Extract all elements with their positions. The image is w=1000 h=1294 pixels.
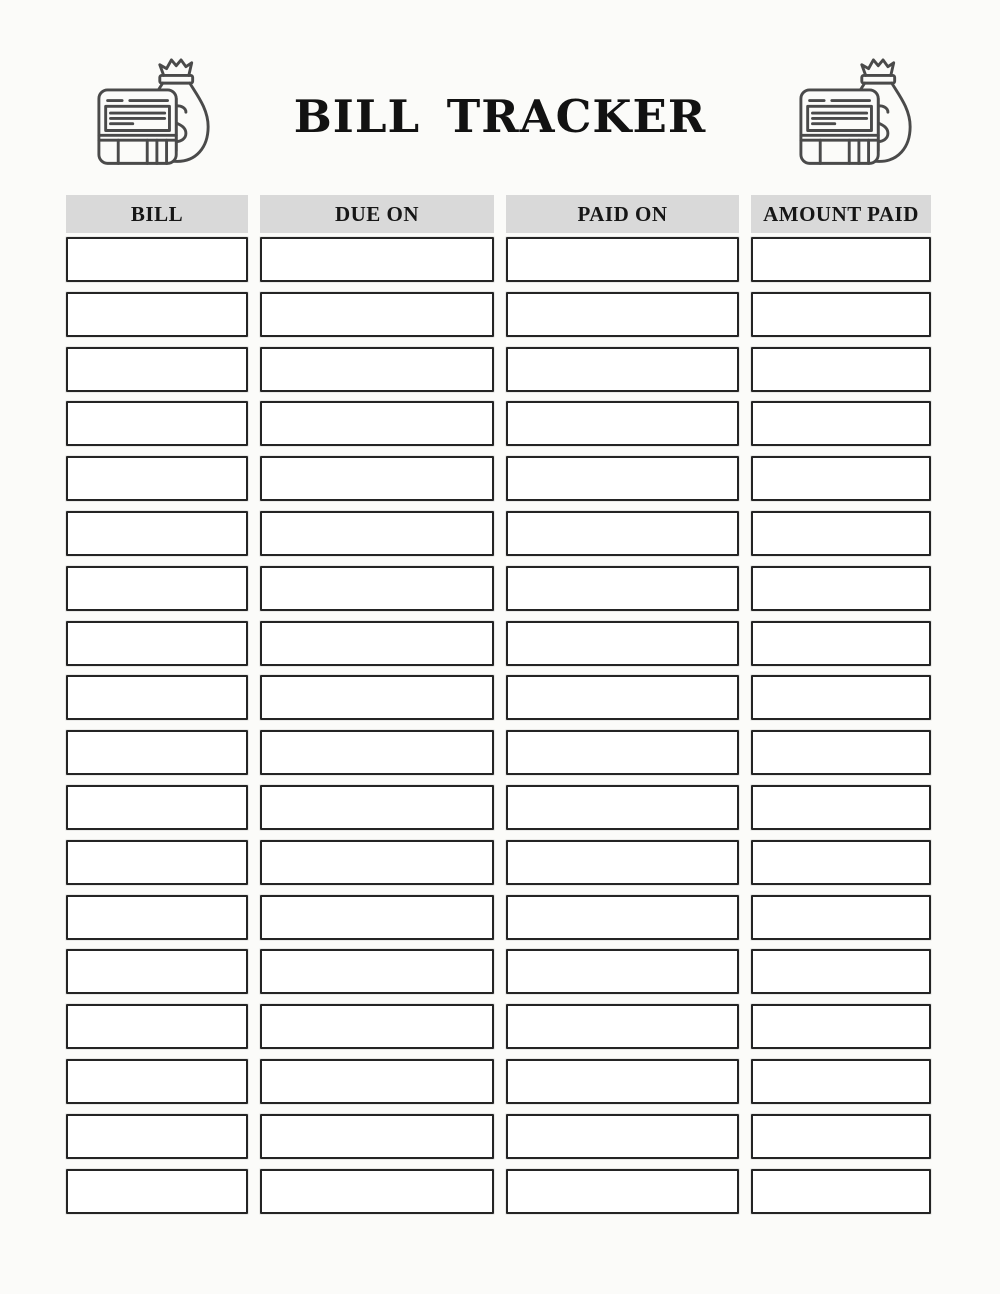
row-17-amount_paid-field[interactable] <box>751 1114 931 1159</box>
row-17-paid_on-field[interactable] <box>506 1114 739 1159</box>
row-2-due_on-field[interactable] <box>260 292 494 337</box>
row-8-amount_paid-field[interactable] <box>751 621 931 666</box>
row-18-due_on-field[interactable] <box>260 1169 494 1214</box>
row-16-amount_paid-field[interactable] <box>751 1059 931 1104</box>
row-15-due_on-field[interactable] <box>260 1004 494 1049</box>
row-9-due_on-field[interactable] <box>260 675 494 720</box>
row-14-due_on-field[interactable] <box>260 949 494 994</box>
row-13-due_on-field[interactable] <box>260 895 494 940</box>
row-16-due_on-field[interactable] <box>260 1059 494 1104</box>
row-16-paid_on-field[interactable] <box>506 1059 739 1104</box>
row-6-bill-field[interactable] <box>66 511 248 556</box>
row-13-bill-field[interactable] <box>66 895 248 940</box>
row-2-amount_paid-field[interactable] <box>751 292 931 337</box>
row-15-paid_on-field[interactable] <box>506 1004 739 1049</box>
row-16-bill-field[interactable] <box>66 1059 248 1104</box>
column-header-amount-paid: AMOUNT PAID <box>751 195 931 233</box>
row-17-due_on-field[interactable] <box>260 1114 494 1159</box>
row-5-paid_on-field[interactable] <box>506 456 739 501</box>
column-header-paid-on: PAID ON <box>506 195 739 233</box>
row-12-amount_paid-field[interactable] <box>751 840 931 885</box>
page-header <box>0 0 1000 195</box>
row-8-paid_on-field[interactable] <box>506 621 739 666</box>
row-13-paid_on-field[interactable] <box>506 895 739 940</box>
row-3-amount_paid-field[interactable] <box>751 347 931 392</box>
row-5-bill-field[interactable] <box>66 456 248 501</box>
row-1-paid_on-field[interactable] <box>506 237 739 282</box>
row-7-due_on-field[interactable] <box>260 566 494 611</box>
row-3-due_on-field[interactable] <box>260 347 494 392</box>
row-3-bill-field[interactable] <box>66 347 248 392</box>
row-10-paid_on-field[interactable] <box>506 730 739 775</box>
row-17-bill-field[interactable] <box>66 1114 248 1159</box>
row-12-due_on-field[interactable] <box>260 840 494 885</box>
row-15-amount_paid-field[interactable] <box>751 1004 931 1049</box>
row-4-amount_paid-field[interactable] <box>751 401 931 446</box>
page-title: BILL TRACKER <box>293 90 707 143</box>
row-10-amount_paid-field[interactable] <box>751 730 931 775</box>
row-1-due_on-field[interactable] <box>260 237 494 282</box>
row-2-bill-field[interactable] <box>66 292 248 337</box>
row-11-paid_on-field[interactable] <box>506 785 739 830</box>
row-4-due_on-field[interactable] <box>260 401 494 446</box>
row-6-due_on-field[interactable] <box>260 511 494 556</box>
row-11-bill-field[interactable] <box>66 785 248 830</box>
row-18-amount_paid-field[interactable] <box>751 1169 931 1214</box>
row-6-paid_on-field[interactable] <box>506 511 739 556</box>
row-6-amount_paid-field[interactable] <box>751 511 931 556</box>
row-15-bill-field[interactable] <box>66 1004 248 1049</box>
row-3-paid_on-field[interactable] <box>506 347 739 392</box>
row-18-paid_on-field[interactable] <box>506 1169 739 1214</box>
row-18-bill-field[interactable] <box>66 1169 248 1214</box>
row-7-amount_paid-field[interactable] <box>751 566 931 611</box>
money-bag-calculator-icon <box>798 58 914 174</box>
row-8-due_on-field[interactable] <box>260 621 494 666</box>
row-11-amount_paid-field[interactable] <box>751 785 931 830</box>
table-header <box>66 195 1000 233</box>
row-13-amount_paid-field[interactable] <box>751 895 931 940</box>
row-11-due_on-field[interactable] <box>260 785 494 830</box>
row-14-amount_paid-field[interactable] <box>751 949 931 994</box>
row-7-bill-field[interactable] <box>66 566 248 611</box>
row-14-paid_on-field[interactable] <box>506 949 739 994</box>
row-5-due_on-field[interactable] <box>260 456 494 501</box>
row-9-amount_paid-field[interactable] <box>751 675 931 720</box>
row-9-bill-field[interactable] <box>66 675 248 720</box>
row-10-due_on-field[interactable] <box>260 730 494 775</box>
row-1-amount_paid-field[interactable] <box>751 237 931 282</box>
row-1-bill-field[interactable] <box>66 237 248 282</box>
row-12-bill-field[interactable] <box>66 840 248 885</box>
row-8-bill-field[interactable] <box>66 621 248 666</box>
row-12-paid_on-field[interactable] <box>506 840 739 885</box>
row-7-paid_on-field[interactable] <box>506 566 739 611</box>
table-body <box>66 237 1000 1214</box>
row-10-bill-field[interactable] <box>66 730 248 775</box>
row-14-bill-field[interactable] <box>66 949 248 994</box>
row-2-paid_on-field[interactable] <box>506 292 739 337</box>
row-4-paid_on-field[interactable] <box>506 401 739 446</box>
column-header-due-on: DUE ON <box>260 195 494 233</box>
row-5-amount_paid-field[interactable] <box>751 456 931 501</box>
row-4-bill-field[interactable] <box>66 401 248 446</box>
column-header-bill: BILL <box>66 195 248 233</box>
row-9-paid_on-field[interactable] <box>506 675 739 720</box>
